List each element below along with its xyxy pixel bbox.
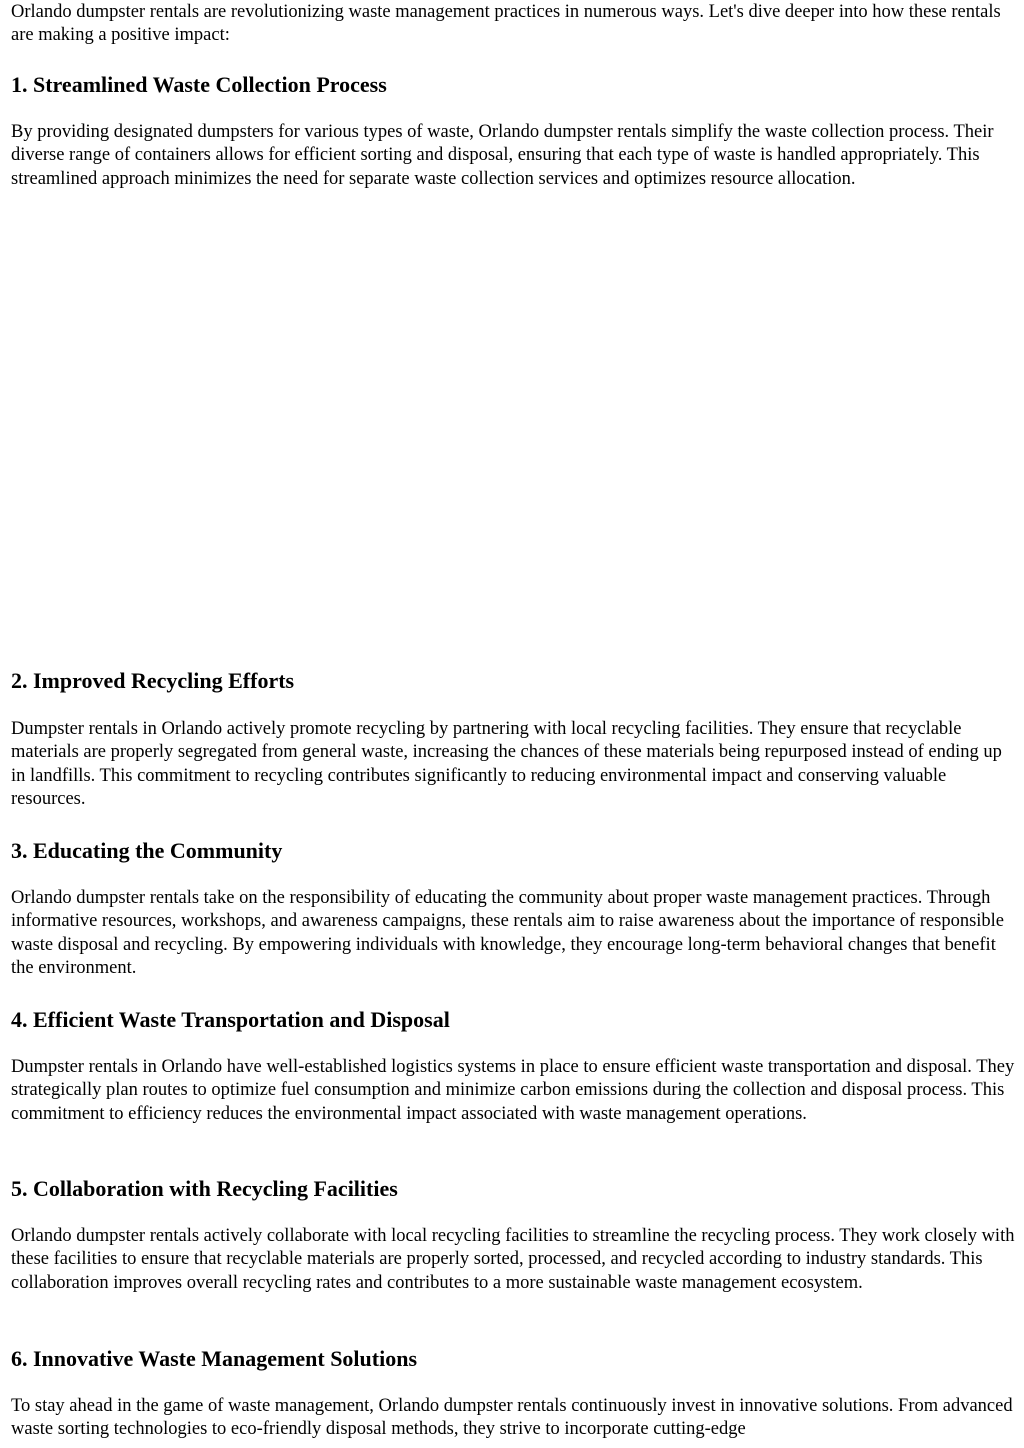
- section-heading-1: 1. Streamlined Waste Collection Process: [11, 72, 387, 97]
- blank-space: [11, 220, 1015, 660]
- intro-paragraph: Orlando dumpster rentals are revolutionizing waste management practices in numerous ways. Let's dive deeper into how these rentals are making a positive impact:: [11, 2, 1001, 46]
- section-heading-2: 2. Improved Recycling Efforts: [11, 668, 295, 693]
- section-heading-5: 5. Collaboration with Recycling Facilities: [11, 1176, 398, 1201]
- section-body-5: Orlando dumpster rentals actively collaborate with local recycling facilities to streamline the recycling process. They work closely with these facilities to ensure that recyclable materials are properly sorted, processed, and recycled according to industry standards. This collaboration improves overall recycling rates and contributes to a more sustainable waste management ecosystem.: [11, 1226, 1015, 1293]
- section-body-3: Orlando dumpster rentals take on the responsibility of educating the community about proper waste management practices. Through informative resources, workshops, and awareness campaigns, these rentals aim to raise awareness about the importance of responsible waste disposal and recycling. By empowering individuals with knowledge, they encourage long-term behavioral changes that benefit the environment.: [11, 888, 1005, 979]
- section-heading-3: 3. Educating the Community: [11, 838, 283, 863]
- section-heading-4: 4. Efficient Waste Transportation and Disposal: [11, 1007, 450, 1032]
- section-heading-6: 6. Innovative Waste Management Solutions: [11, 1346, 418, 1371]
- section-body-2: Dumpster rentals in Orlando actively promote recycling by partnering with local recycling facilities. They ensure that recyclable materials are properly segregated from general waste, increasing the chances of these materials being repurposed instead of ending up in landfills. This commitment to recycling contributes significantly to reducing environmental impact and conserving valuable resources.: [11, 719, 1002, 810]
- section-body-1: By providing designated dumpsters for various types of waste, Orlando dumpster rentals simplify the waste collection process. Their diverse range of containers allows for efficient sorting and disposal, ensuring that each type of waste is handled appropriately. This streamlined approach minimizes the need for separate waste collection services and optimizes resource allocation.: [11, 122, 994, 189]
- section-body-4: Dumpster rentals in Orlando have well-established logistics systems in place to ensure efficient waste transportation and disposal. They strategically plan routes to optimize fuel consumption and minimize carbon emissions during the collection and disposal process. This commitment to efficiency reduces the environmental impact associated with waste management operations.: [11, 1057, 1015, 1124]
- section-body-6: To stay ahead in the game of waste management, Orlando dumpster rentals continuously invest in innovative solutions. From advanced waste sorting technologies to eco-friendly disposal methods, they strive to incorporate cutting-edge: [11, 1396, 1013, 1440]
